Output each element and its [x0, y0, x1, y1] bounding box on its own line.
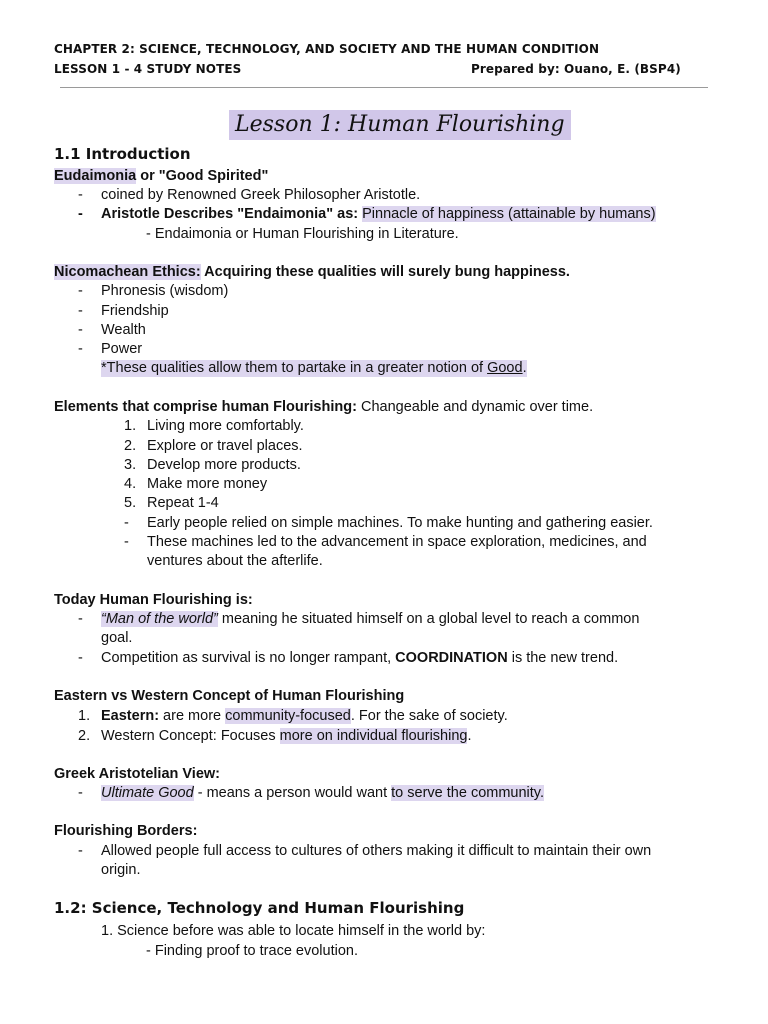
western-post: . [467, 728, 472, 744]
early-people-line: Early people relied on simple machines. To make hunting and gathering easier. [147, 515, 653, 531]
eastern-label: Eastern: [101, 708, 160, 724]
bullet-dash: - [78, 650, 83, 666]
today-label: Today Human Flourishing is: [54, 592, 253, 608]
element-number: 2. [124, 438, 137, 454]
header-divider [60, 87, 708, 88]
prepared-by: Prepared by: Ouano, E. (BSP4) [471, 62, 681, 76]
ultimate-good-highlight: to serve the community. [391, 785, 545, 801]
bullet-dash: - [78, 785, 83, 801]
element-item: Make more money [147, 476, 268, 492]
science-sub-item: - Finding proof to trace evolution. [146, 943, 358, 959]
borders-line-1: Allowed people full access to cultures of others making it difficult to maintain their own [101, 843, 652, 859]
competition-pre: Competition as survival is no longer rampant, [101, 650, 396, 666]
describes-value: Pinnacle of happiness (attainable by humans) [362, 206, 656, 222]
element-item: Repeat 1-4 [147, 495, 219, 511]
eudaimonia-term: Eudaimonia [54, 168, 137, 184]
bullet-dash: - [124, 534, 129, 550]
literature-line: - Endaimonia or Human Flourishing in Literature. [146, 226, 459, 242]
bullet-dash: - [78, 303, 83, 319]
list-number: 2. [78, 728, 91, 744]
bullet-dash: - [124, 515, 129, 531]
science-item-1: 1. Science before was able to locate himself in the world by: [101, 923, 486, 939]
nicomachean-label: Nicomachean Ethics: [54, 264, 201, 280]
element-number: 5. [124, 495, 137, 511]
describes-label: Aristotle Describes "Endaimonia" as: [101, 206, 359, 222]
section-heading-intro: 1.1 Introduction [54, 145, 191, 163]
borders-line-2: origin. [101, 862, 141, 878]
western-line [101, 728, 472, 745]
bullet-dash: - [78, 341, 83, 357]
coordination-term: COORDINATION [395, 650, 508, 666]
man-of-world-rest: meaning he situated himself on a global level to reach a common [217, 611, 640, 627]
machines-line-1: These machines led to the advancement in space exploration, medicines, and [147, 534, 647, 550]
man-of-world-quote: “Man of the world” [101, 611, 218, 627]
machines-line-2: ventures about the afterlife. [147, 553, 323, 569]
man-of-world-line-1 [101, 611, 711, 628]
bullet-dash: - [78, 206, 83, 222]
element-number: 4. [124, 476, 137, 492]
bullet-dash: - [78, 283, 83, 299]
quality-item: Wealth [101, 322, 146, 338]
east-west-label: Eastern vs Western Concept of Human Flourishing [54, 688, 405, 704]
eudaimonia-rest: or "Good Spirited" [136, 168, 269, 184]
eastern-line [101, 708, 508, 725]
list-number: 1. [78, 708, 91, 724]
ultimate-good-line [101, 785, 544, 802]
bullet-dash: - [78, 843, 83, 859]
quality-item: Power [101, 341, 143, 357]
quality-item: Phronesis (wisdom) [101, 283, 229, 299]
qualities-note [101, 360, 527, 377]
nicomachean-line [54, 264, 570, 281]
element-item: Explore or travel places. [147, 438, 303, 454]
lesson-header: LESSON 1 - 4 STUDY NOTES [54, 62, 242, 76]
quality-item: Friendship [101, 303, 169, 319]
describes-line [101, 206, 656, 223]
eastern-highlight: community-focused [225, 708, 351, 724]
western-highlight: more on individual flourishing [279, 728, 468, 744]
greek-label: Greek Aristotelian View: [54, 766, 221, 782]
qualities-note-pre: *These qualities allow them to partake in a greater notion of [101, 360, 488, 376]
bullet-dash: - [78, 611, 83, 627]
bullet-dash: - [78, 322, 83, 338]
ultimate-good-term: Ultimate Good [101, 785, 194, 801]
bullet-dash: - [78, 187, 83, 203]
elements-rest: Changeable and dynamic over time. [356, 399, 594, 415]
eastern-pre: are more [159, 708, 226, 724]
western-pre: Western Concept: Focuses [101, 728, 280, 744]
elements-label: Elements that comprise human Flourishing: [54, 399, 357, 415]
competition-post: is the new trend. [507, 650, 619, 666]
chapter-header: CHAPTER 2: SCIENCE, TECHNOLOGY, AND SOCIETY AND THE HUMAN CONDITION [54, 42, 600, 56]
lesson-title: Lesson 1: Human Flourishing [229, 110, 571, 140]
element-item: Develop more products. [147, 457, 301, 473]
nicomachean-rest: Acquiring these qualities will surely bung happiness. [200, 264, 570, 280]
element-number: 3. [124, 457, 137, 473]
competition-line [101, 650, 618, 667]
man-of-world-line-2: goal. [101, 630, 133, 646]
borders-label: Flourishing Borders: [54, 823, 198, 839]
qualities-note-post: . [522, 360, 527, 376]
section-heading-science: 1.2: Science, Technology and Human Flourishing [54, 899, 465, 917]
eastern-post: . For the sake of society. [350, 708, 508, 724]
qualities-note-good: Good [487, 360, 523, 376]
element-item: Living more comfortably. [147, 418, 304, 434]
coined-line: coined by Renowned Greek Philosopher Aristotle. [101, 187, 421, 203]
ultimate-good-mid: - means a person would want [193, 785, 392, 801]
eudaimonia-line [54, 168, 268, 185]
element-number: 1. [124, 418, 137, 434]
elements-line [54, 399, 593, 416]
